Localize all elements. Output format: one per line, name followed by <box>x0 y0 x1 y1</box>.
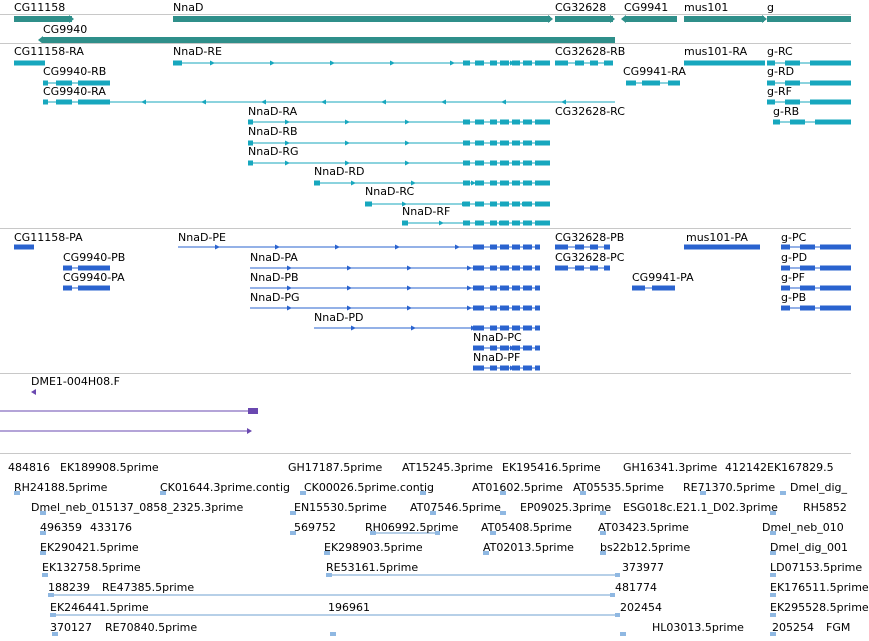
ests-label: GH17187.5prime <box>288 461 383 474</box>
exon-block[interactable] <box>248 120 253 125</box>
ests-label: EK290421.5prime <box>40 541 139 554</box>
transcripts-label: NnaD-RD <box>314 165 365 178</box>
exon-block[interactable] <box>490 306 497 311</box>
est-block[interactable] <box>331 632 336 636</box>
strand-arrow <box>215 245 220 250</box>
strand-arrow <box>351 326 356 331</box>
exon-block[interactable] <box>781 266 790 271</box>
ests-label: 196961 <box>328 601 370 614</box>
exon-block[interactable] <box>490 221 497 226</box>
exon-block[interactable] <box>475 120 484 125</box>
proteins-label: g-PC <box>781 231 807 244</box>
strand-arrow <box>561 100 566 105</box>
transcripts-label: g-RD <box>767 65 795 78</box>
proteins-label: mus101-PA <box>686 231 748 244</box>
ests-label: EK298903.5prime <box>324 541 423 554</box>
strand-arrow <box>321 100 326 105</box>
genes-label: CG32628 <box>555 1 607 14</box>
exon-block[interactable] <box>790 120 805 125</box>
exon-block[interactable] <box>512 266 520 271</box>
exon-block[interactable] <box>781 245 790 250</box>
exon-block[interactable] <box>535 366 540 371</box>
exon-block[interactable] <box>473 366 484 371</box>
exon-block[interactable] <box>512 221 520 226</box>
exon-block[interactable] <box>604 61 613 66</box>
proteins-label: CG32628-PB <box>555 231 625 244</box>
transcripts-label: CG9940-RB <box>43 65 107 78</box>
exon-block[interactable] <box>523 346 532 351</box>
est-block[interactable] <box>501 511 506 515</box>
strand-arrow <box>287 266 292 271</box>
proteins-label: g-PF <box>781 271 805 284</box>
exon-block[interactable] <box>56 100 72 105</box>
genes-label: mus101 <box>684 1 729 14</box>
ests-label: AT07546.5prime <box>410 501 501 514</box>
exon-block[interactable] <box>626 81 636 86</box>
genes-label: CG9941 <box>624 1 669 14</box>
exon-block[interactable] <box>535 120 550 125</box>
exon-block[interactable] <box>512 141 520 146</box>
ests-label: 202454 <box>620 601 662 614</box>
exon-block[interactable] <box>523 181 532 186</box>
ests-label: 205254 <box>772 621 814 634</box>
strand-arrow <box>345 120 350 125</box>
strand-arrow <box>450 61 455 66</box>
exon-block[interactable] <box>490 326 497 331</box>
ests-label: HL03013.5prime <box>652 621 744 634</box>
ests-label: EP09025.3prime <box>520 501 612 514</box>
exon-block[interactable] <box>523 221 532 226</box>
exon-block[interactable] <box>473 286 484 291</box>
genes-label: CG11158 <box>14 1 66 14</box>
exon-block[interactable] <box>512 120 520 125</box>
ests-label: EK246441.5prime <box>50 601 149 614</box>
exon-block[interactable] <box>490 366 497 371</box>
exon-block[interactable] <box>800 286 815 291</box>
proteins-label: NnaD-PC <box>473 331 522 344</box>
exon-block[interactable] <box>500 161 509 166</box>
exon-block[interactable] <box>463 221 470 226</box>
exon-block[interactable] <box>781 286 790 291</box>
transcripts-label: mus101-RA <box>684 45 748 58</box>
ests-label: GH16341.3prime <box>623 461 718 474</box>
ests-label: EK189908.5prime <box>60 461 159 474</box>
exon-block[interactable] <box>684 61 765 66</box>
ests-label: CK00026.5prime.contig <box>304 481 435 494</box>
gene-feature[interactable] <box>684 16 764 22</box>
strand-arrow <box>345 141 350 146</box>
ests-label: EK176511.5prime <box>770 581 869 594</box>
exon-block[interactable] <box>652 286 675 291</box>
strand-arrow <box>347 266 352 271</box>
exon-block[interactable] <box>490 181 497 186</box>
exon-block[interactable] <box>490 245 497 250</box>
strand-arrow <box>381 100 386 105</box>
strand-arrow <box>287 306 292 311</box>
exon-block[interactable] <box>490 141 497 146</box>
strand-arrow <box>407 266 412 271</box>
exon-block[interactable] <box>500 366 509 371</box>
proteins-label: CG11158-PA <box>14 231 83 244</box>
strand-arrow <box>285 161 290 166</box>
genes-label: NnaD <box>173 1 204 14</box>
ests-label: 496359 <box>40 521 82 534</box>
strand-arrow <box>411 326 416 331</box>
ests-label: EK295528.5prime <box>770 601 869 614</box>
exon-block[interactable] <box>535 181 550 186</box>
strand-arrow <box>31 389 36 395</box>
est-block[interactable] <box>621 632 626 636</box>
gene-feature[interactable] <box>173 16 550 22</box>
exon-block[interactable] <box>490 286 497 291</box>
exon-block[interactable] <box>475 61 484 66</box>
ests-label: EK195416.5prime <box>502 461 601 474</box>
exon-block[interactable] <box>500 181 509 186</box>
exon-block[interactable] <box>535 326 540 331</box>
transcripts-label: NnaD-RB <box>248 125 298 138</box>
transcripts-label: NnaD-RE <box>173 45 222 58</box>
strand-arrow <box>287 286 292 291</box>
proteins-label: NnaD-PG <box>250 291 300 304</box>
exon-block[interactable] <box>463 61 470 66</box>
exon-block[interactable] <box>767 100 775 105</box>
exon-block[interactable] <box>490 120 497 125</box>
strand-arrow <box>141 100 146 105</box>
transcripts-label: CG32628-RB <box>555 45 626 58</box>
ests-label: 188239 <box>48 581 90 594</box>
proteins-label: g-PD <box>781 251 808 264</box>
transcripts-label: NnaD-RG <box>248 145 299 158</box>
ests-label: AT02013.5prime <box>483 541 574 554</box>
exon-block[interactable] <box>820 266 851 271</box>
proteins-label: CG9940-PB <box>63 251 126 264</box>
track-separator <box>0 43 851 44</box>
exon-block[interactable] <box>815 120 851 125</box>
exon-block[interactable] <box>523 306 532 311</box>
exon-block[interactable] <box>14 61 45 66</box>
exon-block[interactable] <box>473 346 484 351</box>
exon-block[interactable] <box>63 286 72 291</box>
proteins-label: CG32628-PC <box>555 251 625 264</box>
exon-block[interactable] <box>314 181 320 186</box>
exon-block[interactable] <box>78 286 110 291</box>
transcripts-label: CG11158-RA <box>14 45 84 58</box>
track-separator <box>0 14 851 15</box>
ests-label: RE47385.5prime <box>102 581 195 594</box>
genes-label: g <box>767 1 774 14</box>
exon-block[interactable] <box>535 266 540 271</box>
strand-arrow <box>407 306 412 311</box>
exon-block[interactable] <box>500 266 509 271</box>
exon-block[interactable] <box>800 266 815 271</box>
exon-block[interactable] <box>632 286 645 291</box>
exon-block[interactable] <box>800 245 815 250</box>
strand-arrow <box>275 245 280 250</box>
exon-block[interactable] <box>490 202 497 207</box>
exon-block[interactable] <box>43 100 48 105</box>
gene-feature[interactable] <box>767 16 851 22</box>
transcripts-label: NnaD-RA <box>248 105 298 118</box>
exon-block[interactable] <box>173 61 182 66</box>
transcripts-label: g-RC <box>767 45 793 58</box>
ests-label: 412142 <box>725 461 767 474</box>
proteins-label: NnaD-PE <box>178 231 226 244</box>
strand-arrow <box>467 266 472 271</box>
proteins-label: CG9940-PA <box>63 271 125 284</box>
track-separator <box>0 453 851 454</box>
ests-label: EK167829.5 <box>767 461 834 474</box>
exon-block[interactable] <box>63 266 72 271</box>
exon-block[interactable] <box>512 326 520 331</box>
exon-block[interactable] <box>490 346 497 351</box>
exon-block[interactable] <box>800 306 815 311</box>
strand-arrow <box>621 15 626 23</box>
ests-label: Dmel_neb_010 <box>762 521 844 534</box>
strand-arrow <box>467 306 472 311</box>
exon-block[interactable] <box>668 81 680 86</box>
proteins-label: NnaD-PD <box>314 311 364 324</box>
ests-label: AT15245.3prime <box>402 461 493 474</box>
exon-block[interactable] <box>781 306 790 311</box>
exon-block[interactable] <box>475 141 484 146</box>
strand-arrow <box>347 306 352 311</box>
gene-feature[interactable] <box>555 16 613 22</box>
ests-label: AT03423.5prime <box>598 521 689 534</box>
exon-block[interactable] <box>535 245 540 250</box>
exon-block[interactable] <box>473 245 484 250</box>
ests-label: RH06992.5prime <box>365 521 459 534</box>
proteins-label: CG9941-PA <box>632 271 694 284</box>
ests-label: RE70840.5prime <box>105 621 198 634</box>
ests-label: CK01644.3prime.contig <box>160 481 291 494</box>
transcripts-label: CG9941-RA <box>623 65 686 78</box>
exon-block[interactable] <box>820 306 851 311</box>
strand-arrow <box>405 120 410 125</box>
ests-label: EN15530.5prime <box>294 501 387 514</box>
exon-block[interactable] <box>475 181 484 186</box>
exon-block[interactable] <box>773 120 780 125</box>
exon-block[interactable] <box>14 245 34 250</box>
exon-block[interactable] <box>402 221 408 226</box>
transcripts-label: NnaD-RC <box>365 185 415 198</box>
proteins-label: NnaD-PA <box>250 251 298 264</box>
strand-arrow <box>439 221 444 226</box>
exon-block[interactable] <box>473 306 484 311</box>
exon-block[interactable] <box>523 61 532 66</box>
strand-arrow <box>501 100 506 105</box>
strand-arrow <box>270 61 275 66</box>
strand-arrow <box>548 15 553 23</box>
exon-block[interactable] <box>500 346 509 351</box>
exon-block[interactable] <box>512 306 520 311</box>
ests-label: EK132758.5prime <box>42 561 141 574</box>
exon-block[interactable] <box>535 221 550 226</box>
strand-arrow <box>347 286 352 291</box>
exon-block[interactable] <box>523 286 532 291</box>
genes-label: CG9940 <box>43 23 88 36</box>
exon-block[interactable] <box>500 202 509 207</box>
ests-label: RH5852 <box>803 501 847 514</box>
transcripts-label: CG9940-RA <box>43 85 106 98</box>
exon-block[interactable] <box>575 266 584 271</box>
exon-block[interactable] <box>535 202 550 207</box>
exon-block[interactable] <box>590 61 598 66</box>
exon-block[interactable] <box>500 120 509 125</box>
exon-block[interactable] <box>463 181 470 186</box>
ests-label: RE53161.5prime <box>326 561 419 574</box>
exon-block[interactable] <box>365 202 372 207</box>
ests-label: AT05535.5prime <box>573 481 664 494</box>
ests-label: RE71370.5prime <box>683 481 776 494</box>
exon-block[interactable] <box>604 245 610 250</box>
strand-arrow <box>441 100 446 105</box>
gene-feature[interactable] <box>14 16 72 22</box>
ests-label: 370127 <box>50 621 92 634</box>
ests-label: 433176 <box>90 521 132 534</box>
exon-block[interactable] <box>248 161 253 166</box>
exon-block[interactable] <box>820 286 851 291</box>
est-block[interactable] <box>781 491 786 495</box>
exon-block[interactable] <box>810 100 851 105</box>
strand-arrow <box>335 245 340 250</box>
exon-block[interactable] <box>535 61 550 66</box>
exon-block[interactable] <box>500 141 509 146</box>
strand-arrow <box>330 61 335 66</box>
exon-block[interactable] <box>512 286 520 291</box>
ests-label: 569752 <box>294 521 336 534</box>
exon-block[interactable] <box>475 161 484 166</box>
exon-block[interactable] <box>490 161 497 166</box>
strand-arrow <box>395 245 400 250</box>
track-separator <box>0 373 851 374</box>
exon-block[interactable] <box>523 366 532 371</box>
gene-feature[interactable] <box>626 16 677 22</box>
exon-block[interactable] <box>535 141 550 146</box>
strand-arrow <box>390 61 395 66</box>
exon-block[interactable] <box>642 81 660 86</box>
exon-block[interactable] <box>535 306 540 311</box>
ests-label: Dmel_neb_015137_0858_2325.3prime <box>31 501 244 514</box>
exon-block[interactable] <box>575 61 584 66</box>
strand-arrow <box>351 181 356 186</box>
exon-block[interactable] <box>473 266 484 271</box>
transcripts-label: g-RB <box>773 105 800 118</box>
ests-label: ESG018c.E21.1_D02.3prime <box>623 501 778 514</box>
exon-block[interactable] <box>78 266 110 271</box>
strand-arrow <box>201 100 206 105</box>
exon-block[interactable] <box>500 306 509 311</box>
strand-arrow <box>762 15 767 23</box>
exon-block[interactable] <box>535 161 550 166</box>
proteins-label: NnaD-PF <box>473 351 521 364</box>
exon-block[interactable] <box>523 266 532 271</box>
est-block[interactable] <box>615 573 620 577</box>
ests-label: LD07153.5prime <box>770 561 863 574</box>
exon-block[interactable] <box>810 61 851 66</box>
exon-block[interactable] <box>523 326 532 331</box>
ests-label: 373977 <box>622 561 664 574</box>
ests-label: RH24188.5prime <box>14 481 108 494</box>
exon-block[interactable] <box>820 245 851 250</box>
exon-block[interactable] <box>512 161 520 166</box>
strand-arrow <box>285 120 290 125</box>
ests-label: FGM <box>826 621 851 634</box>
exon-block[interactable] <box>500 286 509 291</box>
exon-block[interactable] <box>785 100 800 105</box>
exon-block[interactable] <box>590 266 598 271</box>
strand-arrow <box>405 161 410 166</box>
exon-block[interactable] <box>512 202 520 207</box>
exon-block[interactable] <box>535 346 540 351</box>
exon-block[interactable] <box>490 61 497 66</box>
strand-arrow <box>467 286 472 291</box>
exon-block[interactable] <box>590 245 598 250</box>
transcripts-label: CG32628-RC <box>555 105 625 118</box>
ests-label: Dmel_dig_001 <box>770 541 849 554</box>
ests-label: AT05408.5prime <box>481 521 572 534</box>
exon-block[interactable] <box>555 61 568 66</box>
proteins-label: g-PB <box>781 291 807 304</box>
exon-block[interactable] <box>535 286 540 291</box>
exon-block[interactable] <box>604 266 610 271</box>
exon-block[interactable] <box>684 245 760 250</box>
strand-arrow <box>261 100 266 105</box>
clones-label: DME1-004H08.F <box>31 375 120 388</box>
exon-block[interactable] <box>555 266 568 271</box>
exon-block[interactable] <box>555 245 568 250</box>
transcripts-label: g-RF <box>767 85 792 98</box>
ests-label: Dmel_dig_ <box>790 481 848 494</box>
strand-arrow <box>405 141 410 146</box>
exon-block[interactable] <box>500 245 509 250</box>
strand-arrow <box>247 428 252 434</box>
clone-block[interactable] <box>248 408 258 414</box>
exon-block[interactable] <box>475 202 484 207</box>
exon-block[interactable] <box>575 245 584 250</box>
strand-arrow <box>210 61 215 66</box>
exon-block[interactable] <box>500 61 509 66</box>
strand-arrow <box>455 245 460 250</box>
transcripts-label: NnaD-RF <box>402 205 451 218</box>
exon-block[interactable] <box>500 326 509 331</box>
exon-block[interactable] <box>512 181 520 186</box>
strand-arrow <box>407 286 412 291</box>
exon-block[interactable] <box>490 266 497 271</box>
ests-label: 481774 <box>615 581 657 594</box>
exon-block[interactable] <box>475 221 484 226</box>
track-separator <box>0 228 851 229</box>
exon-block[interactable] <box>523 245 532 250</box>
ests-label: 484816 <box>8 461 50 474</box>
proteins-label: NnaD-PB <box>250 271 299 284</box>
ests-label: AT01602.5prime <box>472 481 563 494</box>
exon-block[interactable] <box>810 81 851 86</box>
ests-label: bs22b12.5prime <box>600 541 691 554</box>
